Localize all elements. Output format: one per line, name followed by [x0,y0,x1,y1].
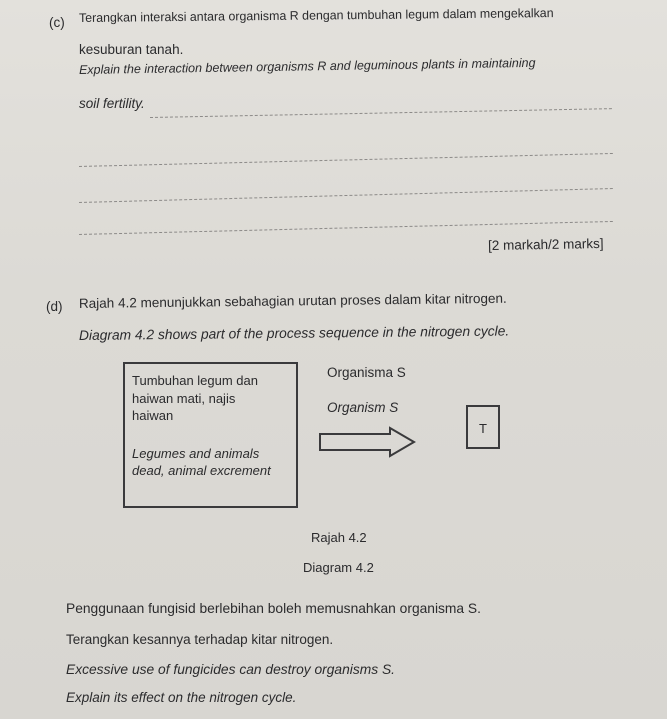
part-d-label: (d) [46,299,63,314]
box-t [466,405,500,449]
diagram-caption-en: Diagram 4.2 [303,560,374,575]
part-c-question-en: Explain the interaction between organisms R and leguminous plants in maintaining [78,55,536,77]
left-box-ms-line-3: haiwan [132,408,174,423]
organism-s-en: Organism S [327,400,399,415]
box-t-label: T [479,421,487,436]
part-c-question-en-cont: soil fertility. [79,96,145,111]
part-c-question-ms-cont: kesuburan tanah. [79,42,184,57]
answer-line-4[interactable] [79,221,613,235]
part-c-question-ms: Terangkan interaksi antara organisma R dengan tumbuhan legum dalam mengekalkan [78,6,554,25]
part-d-stmt-en-1: Excessive use of fungicides can destroy organisms S. [66,662,395,677]
process-arrow [318,428,418,458]
part-c-label: (c) [49,15,65,30]
left-box-en-line-2: dead, animal excrement [132,463,271,478]
diagram-caption-ms: Rajah 4.2 [311,530,367,545]
part-d-stmt-ms-2: Terangkan kesannya terhadap kitar nitrogen. [66,632,334,647]
left-box-ms-line-2: haiwan mati, najis [132,391,236,406]
part-d-stmt-en-2: Explain its effect on the nitrogen cycle. [66,690,297,705]
part-d-stmt-ms-1: Penggunaan fungisid berlebihan boleh memusnahkan organisma S. [66,601,481,616]
answer-line-3[interactable] [79,188,613,203]
answer-line-1[interactable] [150,108,612,118]
left-box-ms-line-1: Tumbuhan legum dan [132,373,258,388]
organism-s-ms: Organisma S [327,365,406,380]
part-c-marks: [2 markah/2 marks] [487,235,604,254]
part-d-intro-en: Diagram 4.2 shows part of the process sequence in the nitrogen cycle. [78,323,510,343]
part-d-intro-ms: Rajah 4.2 menunjukkan sebahagian urutan proses dalam kitar nitrogen. [78,290,507,311]
answer-line-2[interactable] [79,153,613,167]
left-box-en-line-1: Legumes and animals [132,446,260,461]
